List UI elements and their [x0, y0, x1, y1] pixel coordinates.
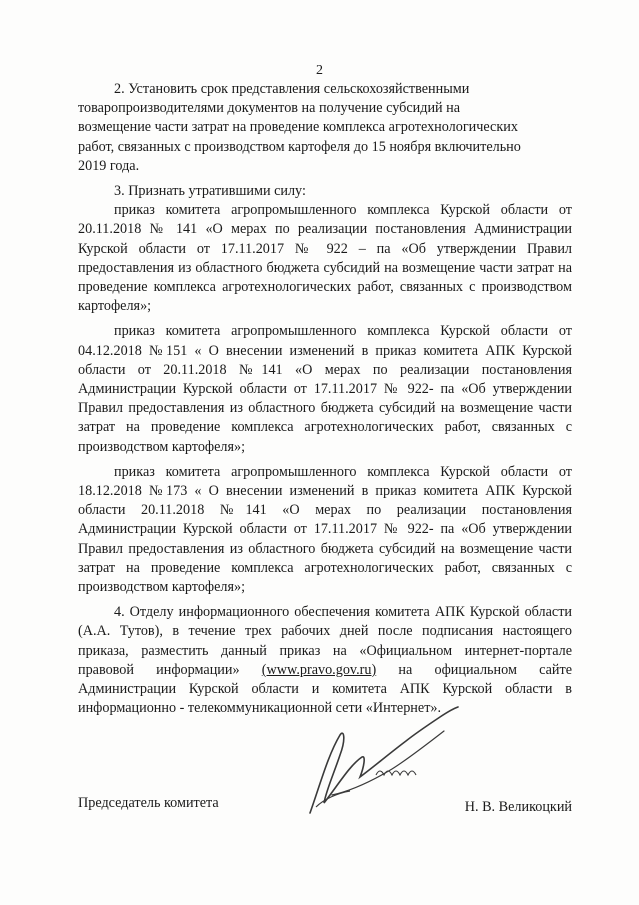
paragraph-4-text-end: на официальном сайте Администрации Курской области и комитета АПК Курской области в информационно - телекоммуникационной сети «Интернет».: [78, 661, 572, 717]
paragraph-2-line-1: 2. Установить срок представления сельскохозяйственными: [114, 81, 470, 97]
signatory-title: Председатель комитета: [78, 795, 219, 811]
pravo-link[interactable]: (www.pravo.gov.ru): [261, 661, 377, 678]
paragraph-2-line-2: товаропроизводителями документов на получение субсидий на: [78, 100, 461, 117]
paragraph-3a: приказ комитета агропромышленного комплекса Курской области от 20.11.2018 № 141 «О мерах по реализации постановления Администрации Курской области от 17.11.2017 № 922 – па «Об утверждении Правил предоставления из областного бюджета субсидий на возмещение части затрат на проведение комплекса агротехнологических работ, связанных с производством картофеля»;: [78, 202, 572, 315]
paragraph-2-line-4: работ, связанных с производством картофеля до 15 ноября включительно: [78, 138, 521, 155]
signatory-name: Н. В. Великоцкий: [464, 799, 572, 815]
paragraph-3c: приказ комитета агропромышленного комплекса Курской области от 18.12.2018 №173 « О внесении изменений в приказ комитета АПК Курской области 20.11.2018 №141 «О мерах по реализации постановления Администрации Курской области от 17.11.2017 № 922- па «Об утверждении Правил предоставления из областного бюджета субсидий на возмещение части затрат на проведение комплекса агротехнологических работ, связанных с производством картофеля»;: [78, 463, 572, 596]
document-body: [78, 80, 572, 719]
paragraph-2-line-5: 2019 года.: [78, 157, 140, 174]
paragraph-3: 3. Признать утратившими силу:: [114, 183, 306, 200]
paragraph-4-text: 4. Отделу информационного обеспечения комитета АПК Курской области (А.А. Тутов), в течение трех рабочих дней после подписания настоящего приказа, разместить данный приказ на «Официальном интернет-портале правовой информации»: [78, 604, 572, 678]
page-number: 2: [316, 63, 323, 78]
paragraph-2-line-3: возмещение части затрат на проведение комплекса агротехнологических: [78, 119, 518, 136]
paragraph-3b: приказ комитета агропромышленного комплекса Курской области от 04.12.2018 №151 « О внесении изменений в приказ комитета АПК Курской области от 20.11.2018 №141 «О мерах по реализации постановления Администрации Курской области от 17.11.2017 № 922- па «Об утверждении Правил предоставления из областного бюджета субсидий на возмещение части затрат на проведение комплекса агротехнологических работ, связанных с производством картофеля»;: [78, 323, 572, 455]
handwritten-signature: [280, 695, 470, 825]
